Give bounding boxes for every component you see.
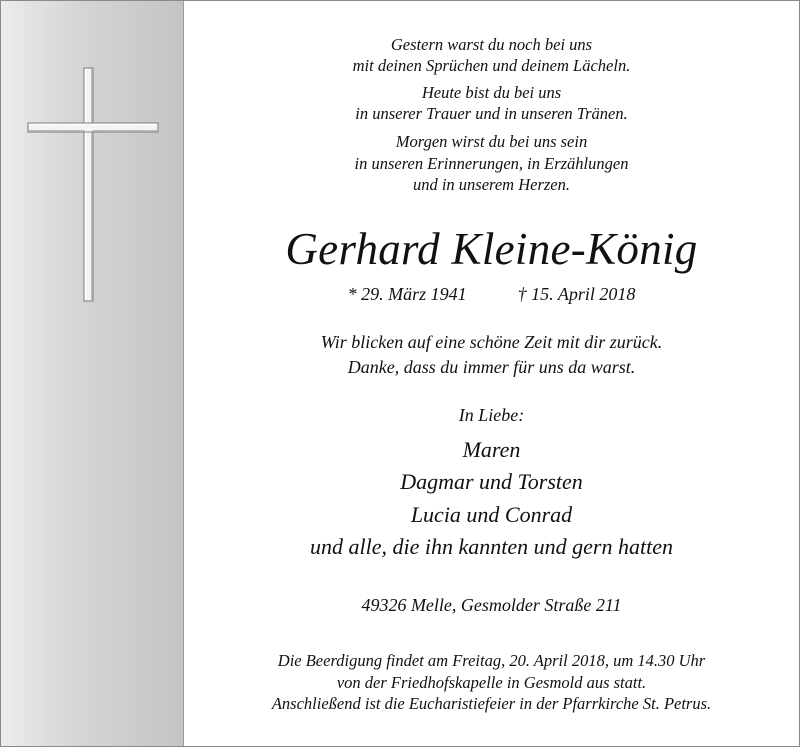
thanks-line: Danke, dass du immer für uns da warst. [347, 357, 636, 377]
family-member: Lucia und Conrad [410, 502, 573, 527]
thanks-line: Wir blicken auf eine schöne Zeit mit dir zurück. [320, 332, 663, 352]
poem-line: in unseren Erinnerungen, in Erzählungen [354, 154, 629, 173]
funeral-info-line: von der Friedhofskapelle in Gesmold aus statt. [336, 673, 647, 692]
family-member: Maren [462, 437, 521, 462]
poem-line: mit deinen Sprüchen und deinem Lächeln. [352, 56, 631, 75]
death-date: † 15. April 2018 [517, 284, 636, 304]
birth-date: * 29. März 1941 [347, 284, 467, 304]
family-member: Dagmar und Torsten [400, 469, 583, 494]
deceased-name: Gerhard Kleine-König [285, 224, 698, 274]
address: 49326 Melle, Gesmolder Straße 211 [361, 595, 622, 615]
funeral-info-line: Anschließend ist die Eucharistiefeier in der Pfarrkirche St. Petrus. [271, 694, 712, 713]
notice-content [184, 1, 799, 746]
cross-icon [27, 67, 159, 303]
decorative-sidebar [1, 1, 184, 746]
poem-line: in unserer Trauer und in unseren Tränen. [355, 104, 628, 123]
poem-line: und in unserem Herzen. [412, 175, 571, 194]
poem-line: Heute bist du bei uns [421, 83, 562, 102]
funeral-info-line: Die Beerdigung findet am Freitag, 20. April 2018, um 14.30 Uhr [277, 651, 706, 670]
poem-line: Gestern warst du noch bei uns [390, 35, 593, 54]
in-love-heading: In Liebe: [458, 405, 525, 425]
poem-line: Morgen wirst du bei uns sein [395, 132, 588, 151]
life-dates [184, 284, 799, 305]
family-member: und alle, die ihn kannten und gern hatten [310, 534, 673, 559]
